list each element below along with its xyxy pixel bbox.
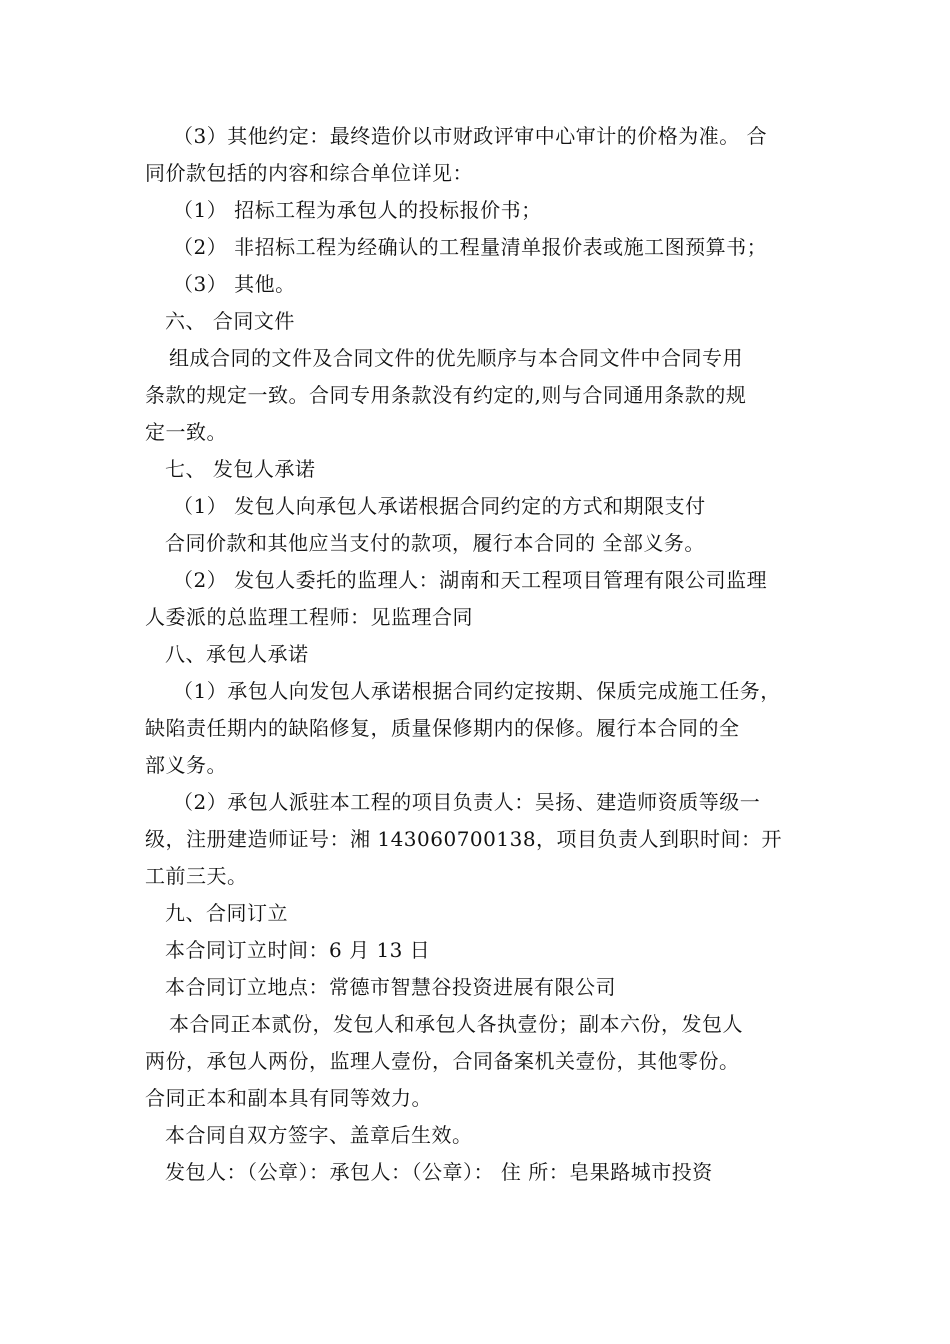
section-heading: 六、 合同文件	[165, 309, 295, 333]
text-line: （3）其他约定：最终造价以市财政评审中心审计的价格为准。 合	[173, 124, 768, 148]
text-line: 条款的规定一致。合同专用条款没有约定的,则与合同通用条款的规	[145, 383, 747, 407]
text-line: 本合同订立地点：常德市智慧谷投资进展有限公司	[165, 975, 616, 999]
section-heading: 八、承包人承诺	[165, 642, 309, 666]
text-line: 级，注册建造师证号：湘 143060700138，项目负责人到职时间：开	[145, 827, 783, 851]
text-line: （1）承包人向发包人承诺根据合同约定按期、保质完成施工任务，	[173, 679, 781, 703]
text-line: 缺陷责任期内的缺陷修复，质量保修期内的保修。履行本合同的全	[145, 716, 740, 740]
text-line: 本合同正本贰份，发包人和承包人各执壹份；副本六份，发包人	[169, 1012, 743, 1036]
text-line: （1） 招标工程为承包人的投标报价书；	[173, 198, 542, 222]
text-line: （3） 其他。	[173, 272, 296, 296]
text-line: 合同正本和副本具有同等效力。	[145, 1086, 432, 1110]
text-line: （2） 非招标工程为经确认的工程量清单报价表或施工图预算书；	[173, 235, 768, 259]
text-line: 两份，承包人两份，监理人壹份，合同备案机关壹份，其他零份。	[145, 1049, 740, 1073]
text-line: 发包人：（公章）：承包人：（公章）： 住 所：皂果路城市投资	[165, 1160, 713, 1184]
section-heading: 七、 发包人承诺	[165, 457, 316, 481]
text-line: 人委派的总监理工程师：见监理合同	[145, 605, 473, 629]
text-line: 工前三天。	[145, 864, 248, 888]
text-line: 同价款包括的内容和综合单位详见：	[145, 161, 473, 185]
document-body	[145, 118, 815, 1191]
text-line: （2） 发包人委托的监理人：湖南和天工程项目管理有限公司监理	[173, 568, 768, 592]
text-line: 合同价款和其他应当支付的款项，履行本合同的 全部义务。	[165, 531, 705, 555]
text-line: 组成合同的文件及合同文件的优先顺序与本合同文件中合同专用	[169, 346, 743, 370]
text-line: 本合同订立时间：6 月 13 日	[165, 938, 431, 962]
text-line: （1） 发包人向承包人承诺根据合同约定的方式和期限支付	[173, 494, 706, 518]
text-line: 定一致。	[145, 420, 227, 444]
section-heading: 九、合同订立	[165, 901, 288, 925]
text-line: （2）承包人派驻本工程的项目负责人：吴扬、建造师资质等级一	[173, 790, 761, 814]
text-line: 部义务。	[145, 753, 227, 777]
text-line: 本合同自双方签字、盖章后生效。	[165, 1123, 473, 1147]
